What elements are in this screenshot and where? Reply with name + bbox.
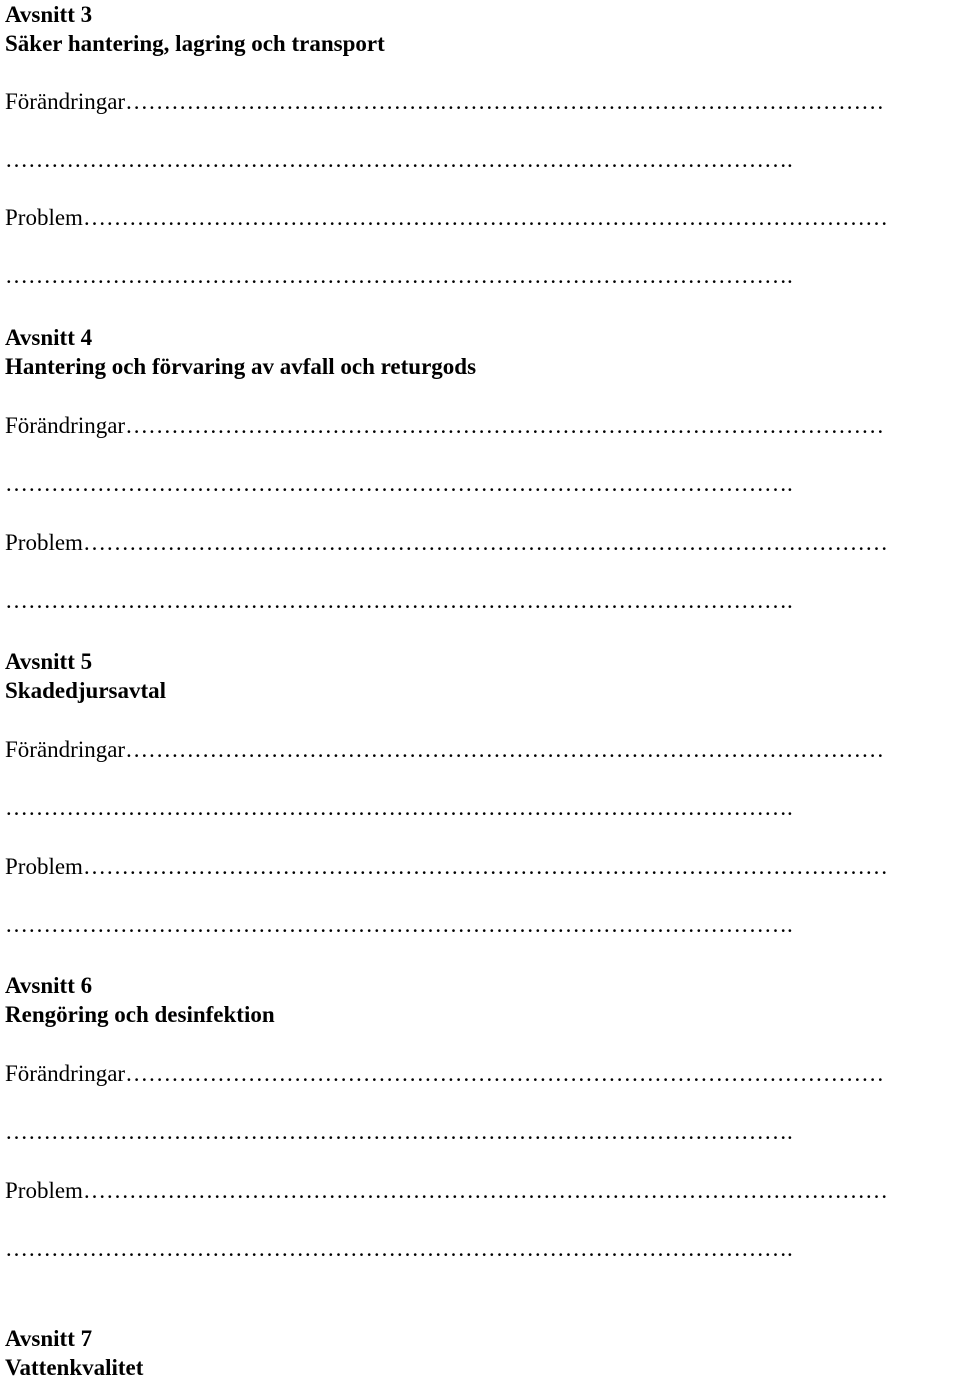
problem-continuation: …………………………………………………………………………………………. (5, 1236, 793, 1261)
changes-continuation: …………………………………………………………………………………………. (5, 1119, 793, 1144)
problem-continuation: …………………………………………………………………………………………. (5, 588, 793, 613)
changes-dots: ……………………………………………………………………………………… (125, 89, 885, 114)
problem-dots: …………………………………………………………………………………………… (82, 1178, 888, 1203)
problem-label: Problem (5, 205, 83, 230)
problem-continuation: …………………………………………………………………………………………. (5, 912, 793, 937)
section-3 (5, 0, 960, 288)
changes-dots: ……………………………………………………………………………………… (125, 737, 885, 762)
changes-field (5, 412, 960, 440)
changes-label: Förändringar (5, 413, 126, 438)
section-title: Skadedjursavtal (5, 678, 167, 703)
section-number: Avsnitt 7 (5, 1326, 93, 1351)
changes-label: Förändringar (5, 1061, 126, 1086)
changes-field (5, 88, 960, 116)
changes-label: Förändringar (5, 89, 126, 114)
problem-continuation: …………………………………………………………………………………………. (5, 263, 793, 288)
problem-dots: …………………………………………………………………………………………… (82, 530, 888, 555)
problem-field (5, 853, 960, 881)
problem-field (5, 1177, 960, 1205)
problem-label: Problem (5, 1178, 83, 1203)
section-number: Avsnitt 6 (5, 973, 93, 998)
section-number: Avsnitt 5 (5, 649, 93, 674)
section-4 (5, 323, 960, 613)
section-title: Säker hantering, lagring och transport (5, 31, 385, 56)
section-number: Avsnitt 3 (5, 2, 93, 27)
section-5 (5, 647, 960, 937)
changes-continuation: …………………………………………………………………………………………. (5, 471, 793, 496)
problem-field (5, 204, 960, 232)
problem-dots: …………………………………………………………………………………………… (82, 205, 888, 230)
changes-dots: ……………………………………………………………………………………… (125, 413, 885, 438)
section-title: Rengöring och desinfektion (5, 1002, 275, 1027)
section-number: Avsnitt 4 (5, 325, 93, 350)
section-6 (5, 971, 960, 1261)
changes-field (5, 736, 960, 764)
changes-label: Förändringar (5, 737, 126, 762)
changes-continuation: …………………………………………………………………………………………. (5, 795, 793, 820)
problem-label: Problem (5, 530, 83, 555)
section-7 (5, 1324, 960, 1382)
changes-continuation: …………………………………………………………………………………………. (5, 147, 793, 172)
problem-label: Problem (5, 854, 83, 879)
changes-dots: ……………………………………………………………………………………… (125, 1061, 885, 1086)
section-title: Hantering och förvaring av avfall och returgods (5, 354, 477, 379)
problem-field (5, 529, 960, 557)
changes-field (5, 1060, 960, 1088)
problem-dots: …………………………………………………………………………………………… (82, 854, 888, 879)
section-title: Vattenkvalitet (5, 1355, 144, 1380)
